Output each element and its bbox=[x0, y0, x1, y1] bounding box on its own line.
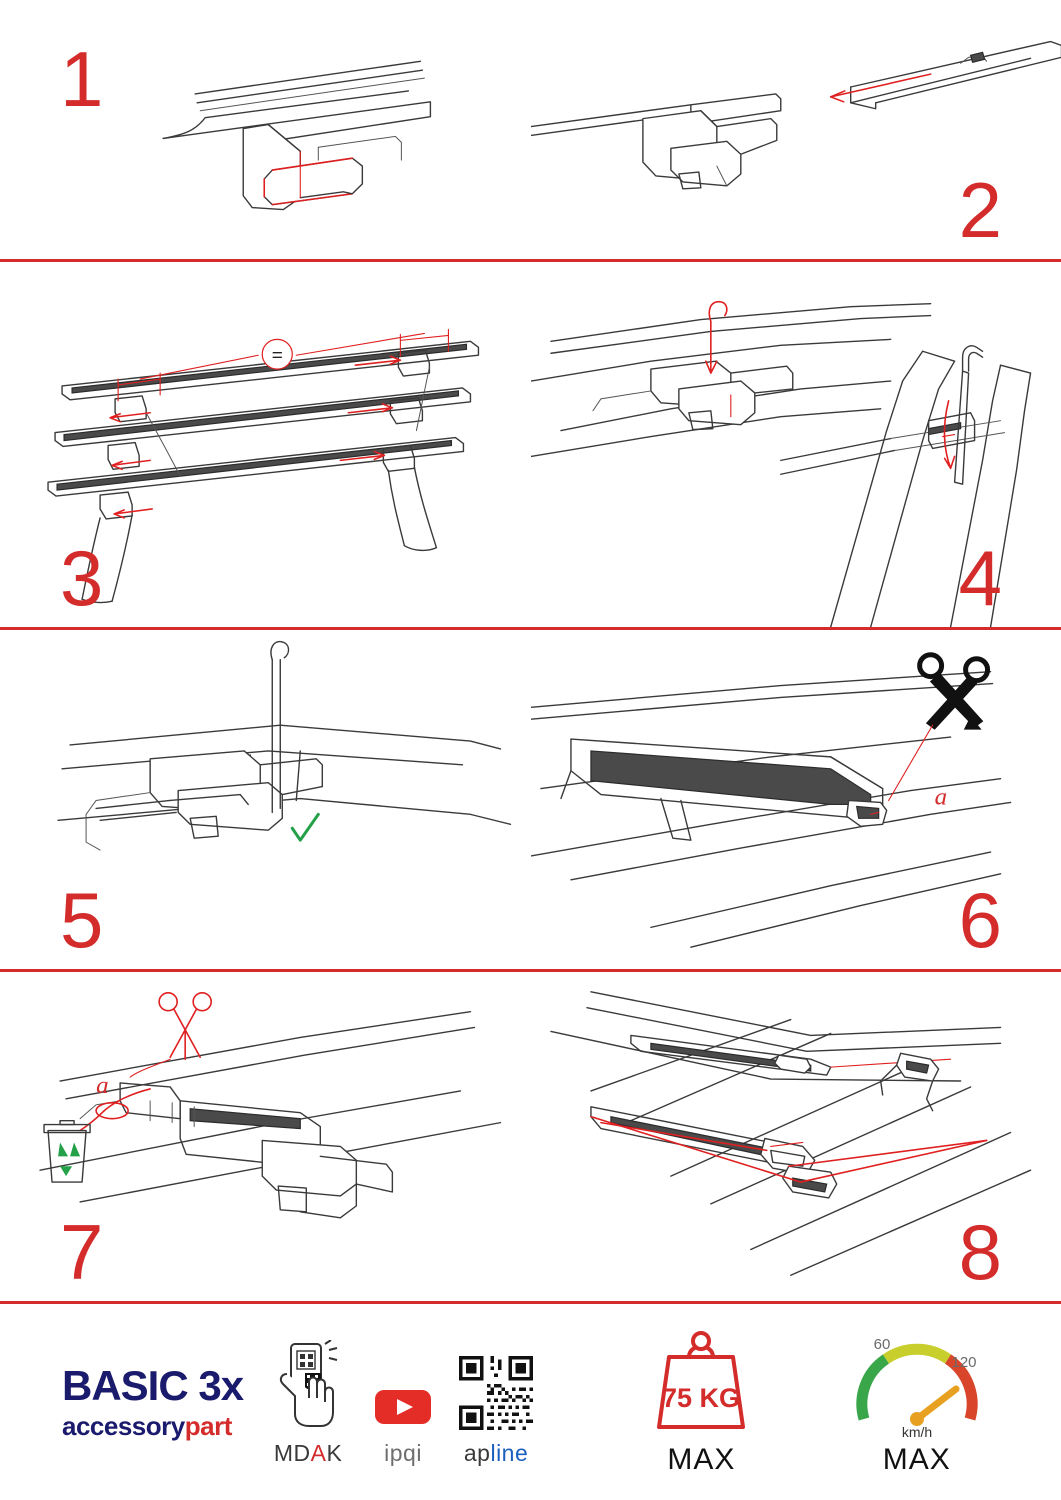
step-row-2 bbox=[0, 262, 1061, 630]
youtube-play-icon[interactable] bbox=[373, 1384, 433, 1430]
product-brand-block bbox=[62, 1362, 244, 1441]
step-number-5: 5 bbox=[60, 876, 103, 964]
scissors-icon bbox=[919, 655, 987, 729]
hand-scan-qr-icon bbox=[269, 1340, 347, 1430]
step-row-4 bbox=[0, 972, 1061, 1304]
step-panel-2 bbox=[531, 0, 1061, 259]
footer-limits-area bbox=[594, 1327, 1061, 1477]
speed-min: 60 bbox=[873, 1336, 891, 1353]
step-number-6: 6 bbox=[958, 876, 1001, 964]
step-number-2: 2 bbox=[958, 166, 1001, 254]
speed-unit: km/h bbox=[901, 1424, 932, 1439]
step-panel-4 bbox=[531, 262, 1061, 627]
step-panel-5 bbox=[0, 630, 531, 969]
step-number-7: 7 bbox=[60, 1208, 103, 1296]
label-a-step6: a bbox=[934, 783, 947, 811]
step-number-8: 8 bbox=[958, 1208, 1001, 1296]
weight-icon bbox=[633, 1327, 769, 1439]
equal-symbol: = bbox=[271, 345, 283, 367]
logo-caption-mdak: MDAK bbox=[273, 1440, 343, 1466]
brand-part-part: part bbox=[184, 1411, 232, 1441]
brand-name bbox=[62, 1413, 243, 1439]
max-speed-block bbox=[848, 1327, 986, 1477]
step-panel-6 bbox=[531, 630, 1061, 969]
label-a-step7: a bbox=[96, 1072, 109, 1099]
max-weight-label: MAX bbox=[667, 1443, 736, 1476]
step-panel-3 bbox=[0, 262, 531, 627]
logo-apline bbox=[459, 1337, 533, 1467]
max-weight-value: 75 KG bbox=[662, 1383, 741, 1413]
step-number-3: 3 bbox=[60, 534, 103, 622]
brand-part-accessory: accessory bbox=[62, 1411, 185, 1441]
logo-caption-apline: apline bbox=[463, 1440, 529, 1466]
logo-ipqi[interactable] bbox=[373, 1337, 433, 1467]
footer-bar bbox=[0, 1304, 1061, 1500]
recycle-bin-icon bbox=[44, 1121, 90, 1182]
max-speed-label: MAX bbox=[882, 1443, 951, 1476]
max-weight-block bbox=[633, 1327, 769, 1477]
step-panel-7 bbox=[0, 972, 531, 1301]
step-panel-1 bbox=[0, 0, 531, 259]
qr-code-icon bbox=[459, 1356, 533, 1430]
step-panel-8 bbox=[531, 972, 1061, 1301]
speed-max: 120 bbox=[951, 1354, 977, 1371]
scissors-icon-red bbox=[159, 993, 211, 1059]
step-number-1: 1 bbox=[60, 35, 103, 123]
footer-brand-area bbox=[0, 1337, 594, 1467]
logo-caption-ipqi: ipqi bbox=[384, 1440, 422, 1466]
step-number-4: 4 bbox=[958, 534, 1001, 622]
speedometer-icon bbox=[848, 1327, 986, 1439]
step-row-1 bbox=[0, 0, 1061, 262]
logo-mdak bbox=[269, 1337, 347, 1467]
check-icon bbox=[292, 814, 318, 840]
step-row-3 bbox=[0, 630, 1061, 972]
product-name: BASIC 3x bbox=[62, 1362, 244, 1409]
